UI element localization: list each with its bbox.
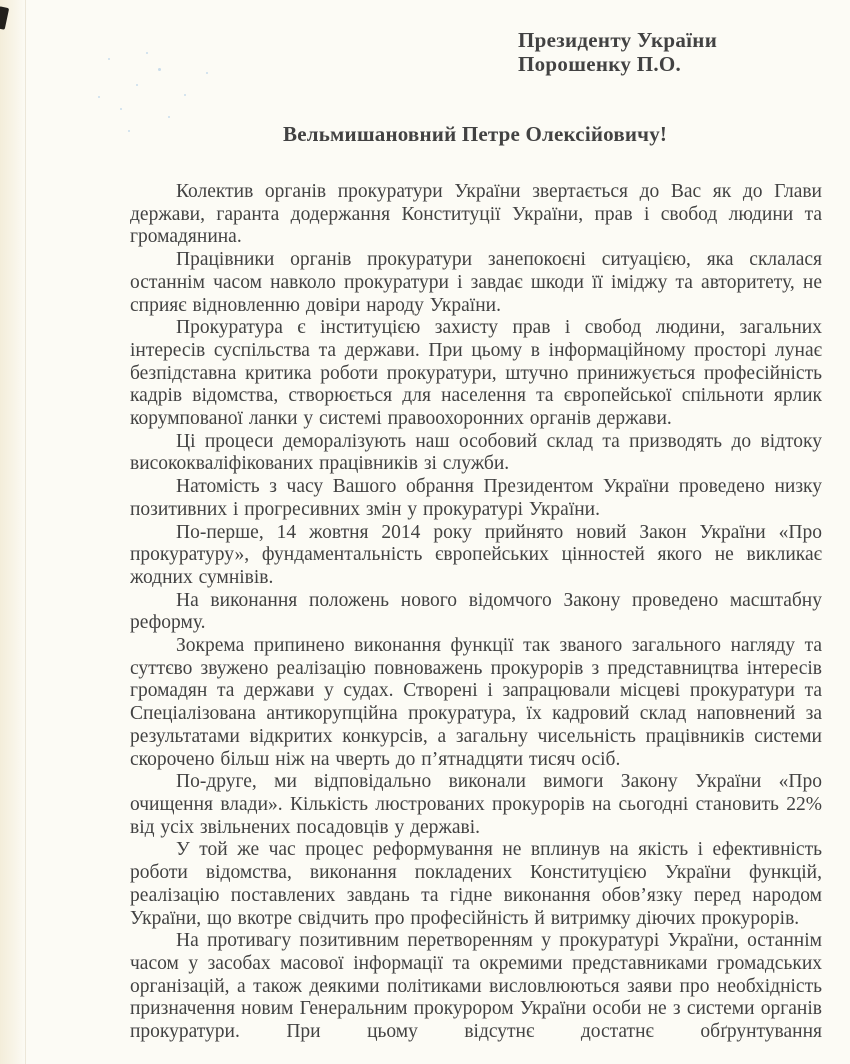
paragraph-7: На виконання положень нового відомчого Закону проведено масштабну реформу. — [130, 589, 822, 634]
scan-speckle — [184, 94, 186, 96]
paragraph-6: По-перше, 14 жовтня 2014 року прийнято новий Закон України «Про прокуратуру», фундаментальність європейських цінностей якого не викликає жодних сумнівів. — [130, 521, 822, 588]
scan-speckle — [136, 84, 138, 86]
paragraph-11: На противагу позитивним перетворенням у прокуратурі України, останнім часом у засобах масової інформації та окремими представниками громадських організацій, а також деякими політиками висловлюються заяви про необхідність призначення новим Генеральним прокурором України особи не з системи органів прокуратури. При цьому відсутнє достатнє обґрунтування — [130, 930, 822, 1043]
addressee-line-1: Президенту України — [518, 28, 718, 52]
scan-speckle — [158, 68, 161, 71]
paragraph-8: Зокрема припинено виконання функції так званого загального нагляду та суттєво звужено реалізацію повноважень прокурорів з представництва інтересів громадян та держави у судах. Створені і запрацювали місцеві прокуратури та Спеціалізована антикорупційна прокуратура, їх кадровий склад наповнений за результатами відкритих конкурсів, а загальну чисельність працівників системи скорочено більш ніж на чверть до п’ятнадцяти тисяч осіб. — [130, 635, 822, 770]
scan-left-edge — [0, 0, 26, 1064]
scan-speckle — [168, 116, 170, 118]
salutation: Вельмишановний Петре Олексійовичу! — [283, 122, 668, 146]
paragraph-10: У той же час процес реформування не вплинув на якість і ефективність роботи відомства, виконання покладених Конституцією України функцій, реалізацію поставлених завдань та гідне виконання обов’язку перед народом України, що вкотре свідчить про професійність й витримку діючих прокурорів. — [130, 839, 822, 929]
paragraph-5: Натомість з часу Вашого обрання Президентом України проведено низку позитивних і прогресивних змін у прокуратурі України. — [130, 476, 822, 520]
paragraph-4: Ці процеси деморалізують наш особовий склад та призводять до відтоку висококваліфікованих працівників зі служби. — [130, 430, 822, 475]
scan-speckle — [206, 72, 208, 74]
paragraph-1: Колектив органів прокуратури України звертається до Вас як до Глави держави, гаранта додержання Конституції України, прав і свобод людини та громадянина. — [130, 181, 822, 248]
paragraph-2: Працівники органів прокуратури занепокоєні ситуацією, яка склалася останнім часом навколо прокуратури і завдає шкоди її іміджу та авторитету, не сприяє відновленню довіри народу України. — [130, 249, 822, 316]
scan-speckle — [128, 130, 130, 132]
scan-speckle — [108, 58, 110, 60]
scan-speckle — [98, 96, 100, 98]
letter-body — [130, 181, 822, 1064]
paragraph-9: По-друге, ми відповідально виконали вимоги Закону України «Про очищення влади». Кількість люстрованих прокурорів на сьогодні становить 22% від усіх звільнених посадовців у державі. — [130, 771, 822, 838]
addressee-block — [518, 29, 717, 77]
scan-edge-line — [25, 0, 26, 1064]
paragraph-3: Прокуратура є інституцією захисту прав і свобод людини, загальних інтересів суспільства та держави. При цьому в інформаційному просторі лунає безпідставна критика роботи прокуратури, штучно принижується професійність кадрів відомства, створюється для населення та європейської спільноти ярлик корумпованої ланки у системі правоохоронних органів держави. — [130, 317, 822, 430]
addressee-line-2: Порошенку П.О. — [518, 52, 682, 76]
scan-speckle — [120, 108, 122, 110]
scan-speckle — [146, 52, 148, 54]
